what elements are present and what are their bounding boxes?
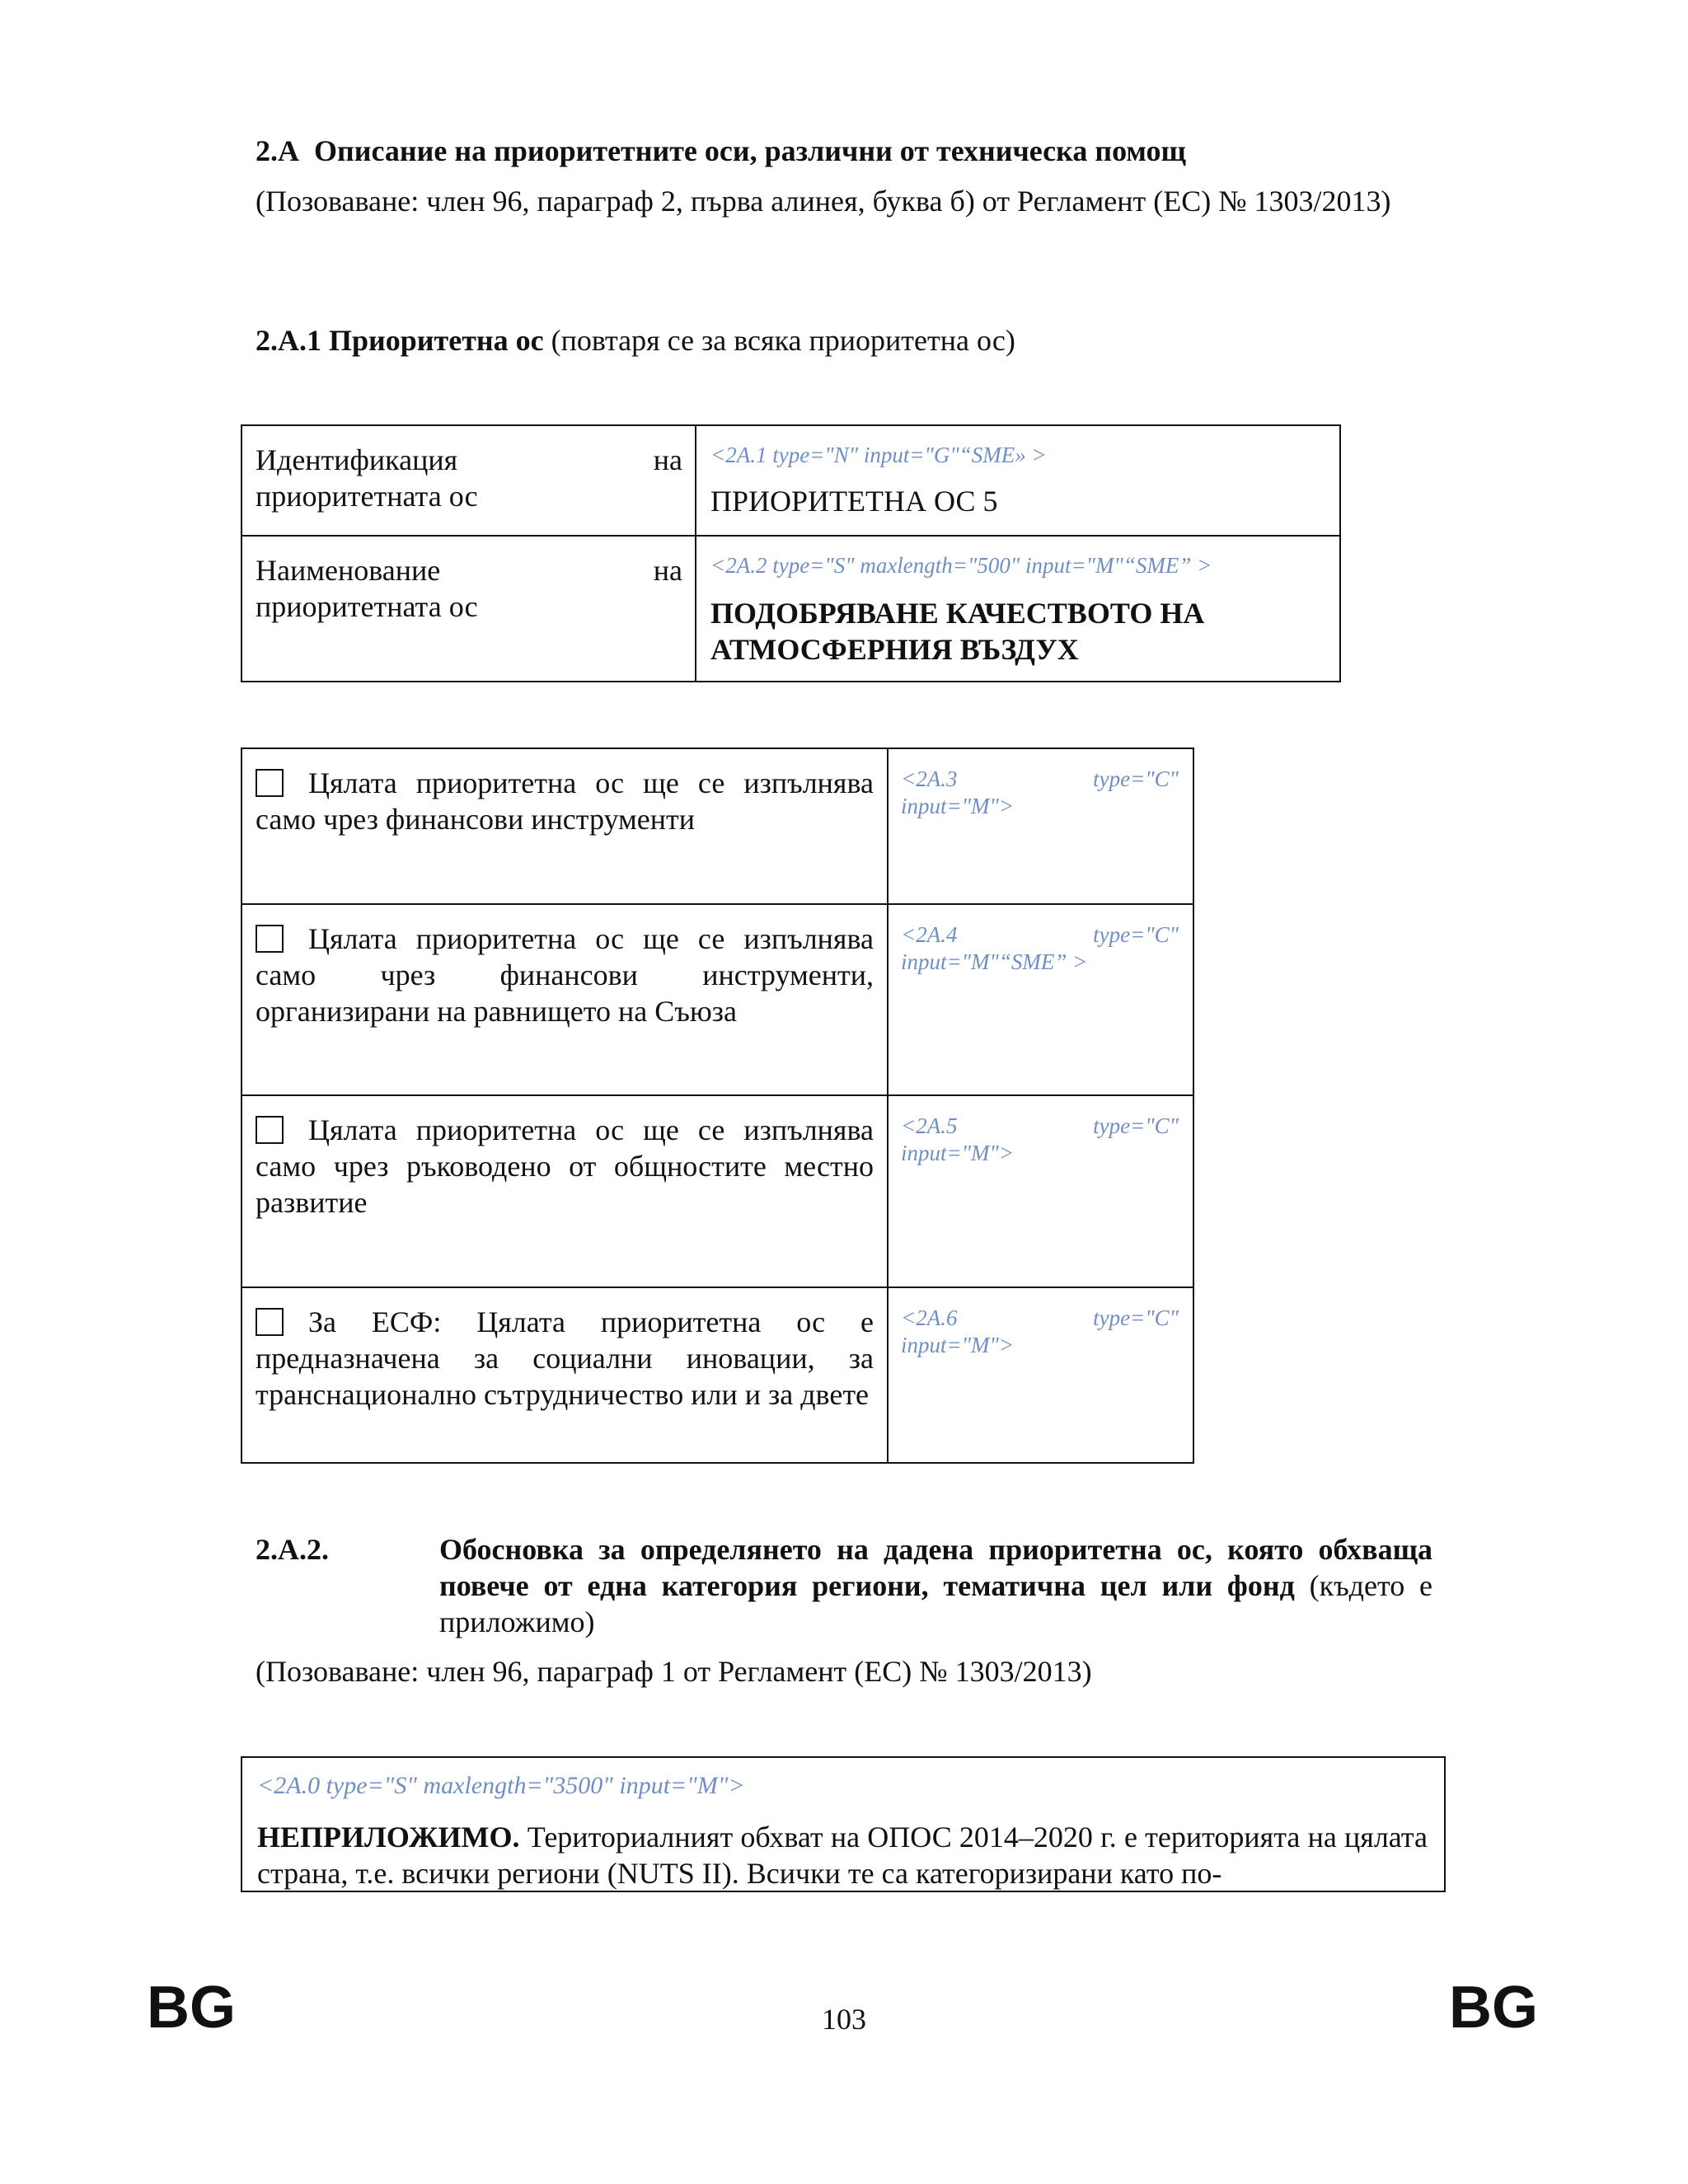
justification-text-rest: Териториалният обхват на ОПОС 2014–2020 г. е територията на цялата страна, т.е. всички региони (NUTS II). Всички те са категоризирани като по- — [257, 1821, 1428, 1890]
fi-only-checkbox[interactable] — [256, 769, 284, 797]
subsection2-heading — [439, 1531, 1432, 1640]
justification-text — [257, 1819, 1428, 1891]
subsection2-note: (където е приложимо) — [439, 1569, 1433, 1638]
section-heading — [256, 133, 1432, 169]
subsection1-note: (повтаря се за всяка приоритетна ос) — [543, 324, 1015, 357]
esf-checkbox[interactable] — [256, 1308, 284, 1336]
justification-box — [241, 1756, 1446, 1892]
axis-name-label: Наименование на приоритетната ос — [256, 554, 682, 623]
subsection2-title: Обосновка за определянето на дадена приоритетна ос, която обхваща повече от една категория региони, тематична цел или фонд — [439, 1533, 1432, 1602]
checkbox-row — [256, 1304, 874, 1413]
checkbox-row — [256, 1112, 874, 1221]
fi-union-tag: <2A.4 type="C" input="M"“SME” > — [901, 922, 1179, 974]
checkbox-row — [256, 765, 874, 837]
section-number: 2.A — [256, 134, 299, 167]
section-title: Описание на приоритетните оси, различни от техническа помощ — [314, 134, 1186, 167]
clld-tag: <2A.5 type="C" input="M"> — [901, 1113, 1179, 1165]
page-number: 103 — [822, 2003, 866, 2036]
footer-right-mark: BG — [1449, 1975, 1538, 2041]
subsection1-title: 2.A.1 Приоритетна ос — [256, 324, 544, 357]
axis-name-tag: <2A.2 type="S" maxlength="500" input="M"“SME” > — [710, 553, 1212, 578]
checkbox-row — [256, 921, 874, 1029]
esf-label: За ЕСФ: Цялата приоритетна ос е предназначена за социални иновации, за транснационално сътрудничество или и за двете — [256, 1305, 874, 1411]
clld-checkbox[interactable] — [256, 1116, 284, 1144]
esf-tag: <2A.6 type="C" input="M"> — [901, 1305, 1179, 1357]
axis-id-tag: <2A.1 type="N" input="G"“SME» > — [710, 443, 1047, 467]
justification-tag: <2A.0 type="S" maxlength="3500" input="M"> — [257, 1772, 745, 1799]
section-reference: (Позоваване: член 96, параграф 2, първа алинея, буква б) от Регламент (ЕС) № 1303/2013) — [256, 185, 1391, 218]
axis-id-label: Идентификация на приоритетната ос — [256, 443, 682, 513]
axis-name-value: ПОДОБРЯВАНЕ КАЧЕСТВОТО НА АТМОСФЕРНИЯ ВЪЗДУХ — [710, 597, 1205, 666]
subsection2-number: 2.A.2. — [256, 1533, 329, 1566]
footer-left-mark: BG — [147, 1975, 236, 2041]
fi-only-label: Цялата приоритетна ос ще се изпълнява само чрез финансови инструменти — [256, 766, 874, 836]
fi-union-label: Цялата приоритетна ос ще се изпълнява само чрез финансови инструменти, организирани на равнището на Съюза — [256, 922, 874, 1028]
subsection2-reference: (Позоваване: член 96, параграф 1 от Регламент (ЕС) № 1303/2013) — [256, 1655, 1092, 1688]
axis-id-value: ПРИОРИТЕТНА ОС 5 — [710, 485, 998, 518]
subsection1-heading — [256, 322, 1432, 359]
clld-label: Цялата приоритетна ос ще се изпълнява само чрез ръководено от общностите местно развитие — [256, 1113, 874, 1219]
fi-only-tag: <2A.3 type="C" input="M"> — [901, 766, 1179, 818]
justification-text-bold: НЕПРИЛОЖИМО. — [257, 1821, 520, 1854]
fi-union-checkbox[interactable] — [256, 925, 284, 953]
